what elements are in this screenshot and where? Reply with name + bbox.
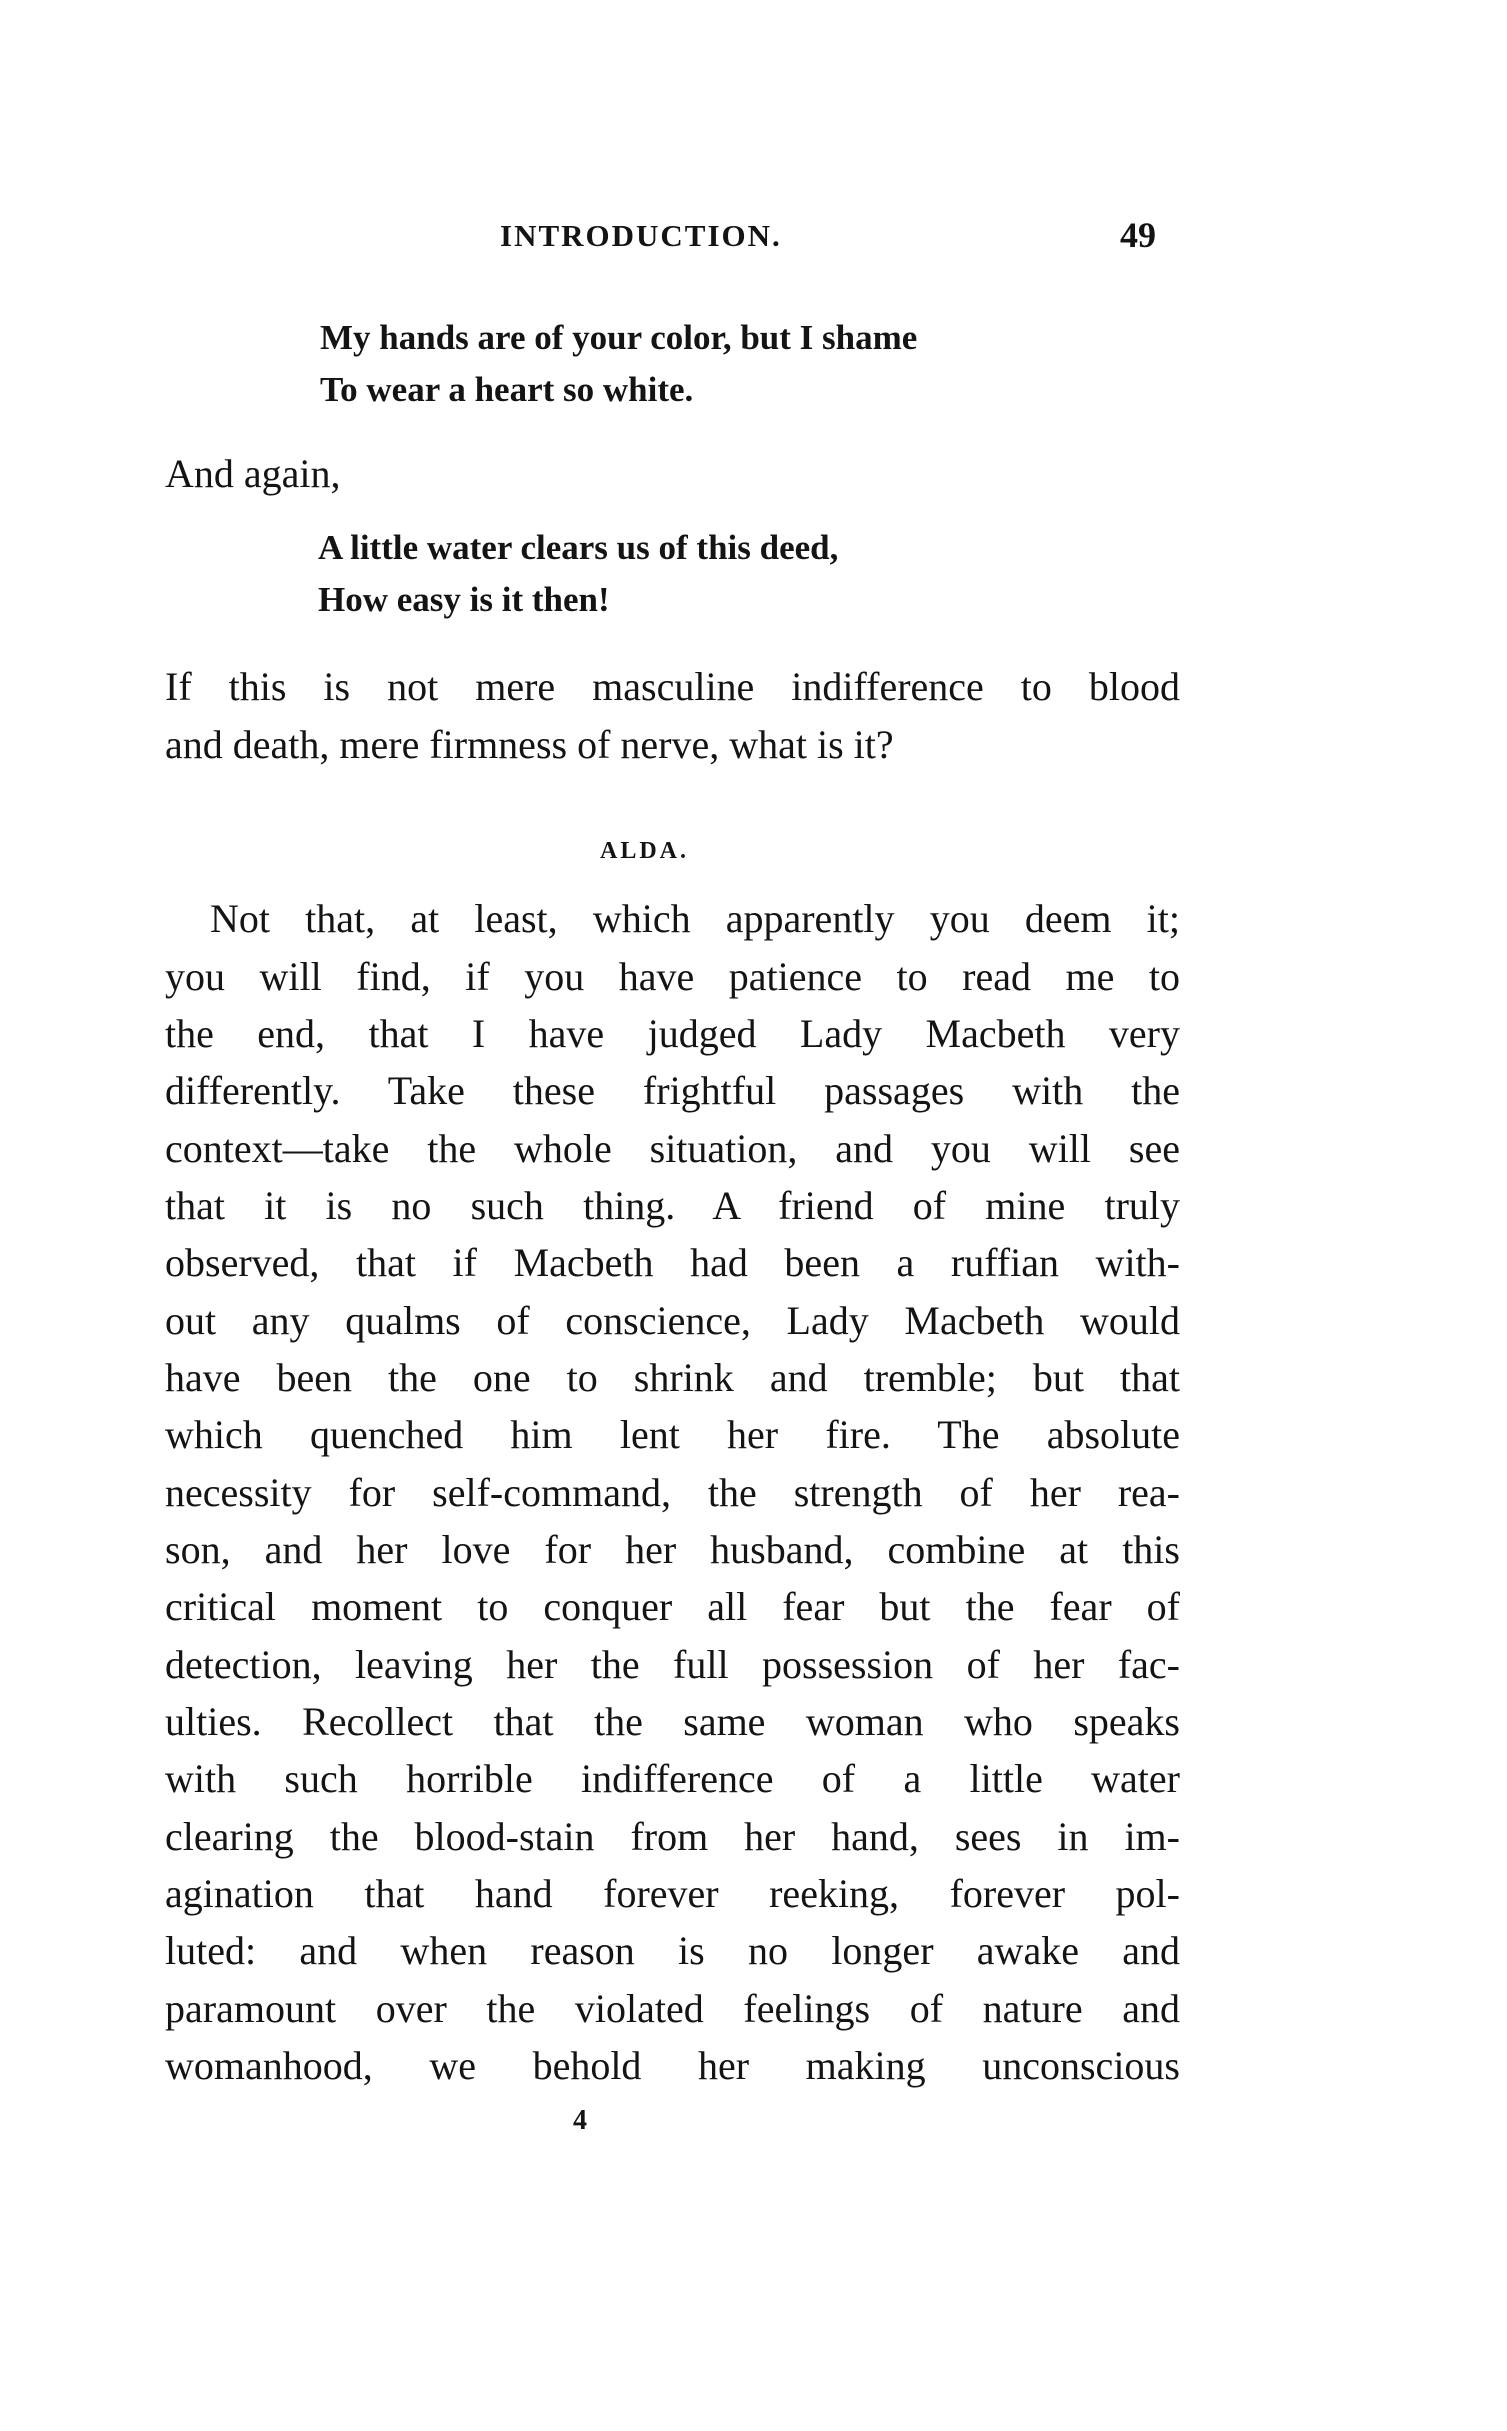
paragraph-line: context—take the whole situation, and you will see <box>165 1126 1180 1171</box>
paragraph-line: necessity for self-command, the strength of her rea- <box>165 1470 1180 1515</box>
verse-line: A little water clears us of this deed, <box>318 528 839 567</box>
paragraph-line: the end, that I have judged Lady Macbeth very <box>165 1011 1180 1056</box>
paragraph-line: which quenched him lent her fire. The absolute <box>165 1412 1180 1457</box>
paragraph-line: ulties. Recollect that the same woman who speaks <box>165 1699 1180 1744</box>
paragraph-line: critical moment to conquer all fear but the fear of <box>165 1584 1180 1629</box>
paragraph-line: have been the one to shrink and tremble; but that <box>165 1355 1180 1400</box>
printer-signature-mark: 4 <box>573 2105 587 2136</box>
paragraph-line: clearing the blood-stain from her hand, sees in im- <box>165 1814 1180 1859</box>
and-again-line: And again, <box>165 451 341 496</box>
paragraph-line: paramount over the violated feelings of nature and <box>165 1986 1180 2031</box>
verse-quote-2 <box>318 522 838 626</box>
paragraph-line: and death, mere firmness of nerve, what is it? <box>165 722 894 767</box>
paragraph-line: If this is not mere masculine indifference to blood <box>165 664 1180 709</box>
page-number: 49 <box>1120 215 1156 255</box>
verse-line: To wear a heart so white. <box>320 370 694 409</box>
paragraph-line: observed, that if Macbeth had been a ruffian with- <box>165 1240 1180 1285</box>
verse-line: How easy is it then! <box>318 580 610 619</box>
paragraph-line: son, and her love for her husband, combine at this <box>165 1527 1180 1572</box>
verse-quote-1 <box>320 312 917 416</box>
paragraph-line: womanhood, we behold her making unconscious <box>165 2043 1180 2088</box>
paragraph-line: that it is no such thing. A friend of mine truly <box>165 1183 1180 1228</box>
paragraph-line: luted: and when reason is no longer awake and <box>165 1928 1180 1973</box>
paragraph-line: with such horrible indifference of a little water <box>165 1756 1180 1801</box>
paragraph-line: differently. Take these frightful passages with the <box>165 1068 1180 1113</box>
speaker-name: ALDA. <box>600 838 690 864</box>
running-head-title: INTRODUCTION. <box>500 218 782 253</box>
verse-line: My hands are of your color, but I shame <box>320 318 918 357</box>
paragraph-line: out any qualms of conscience, Lady Macbeth would <box>165 1298 1180 1343</box>
paragraph-line: Not that, at least, which apparently you deem it; <box>210 896 1180 941</box>
paragraph-line: agination that hand forever reeking, forever pol- <box>165 1871 1180 1916</box>
paragraph-line: you will find, if you have patience to read me to <box>165 954 1180 999</box>
paragraph-line: detection, leaving her the full possession of her fac- <box>165 1642 1180 1687</box>
